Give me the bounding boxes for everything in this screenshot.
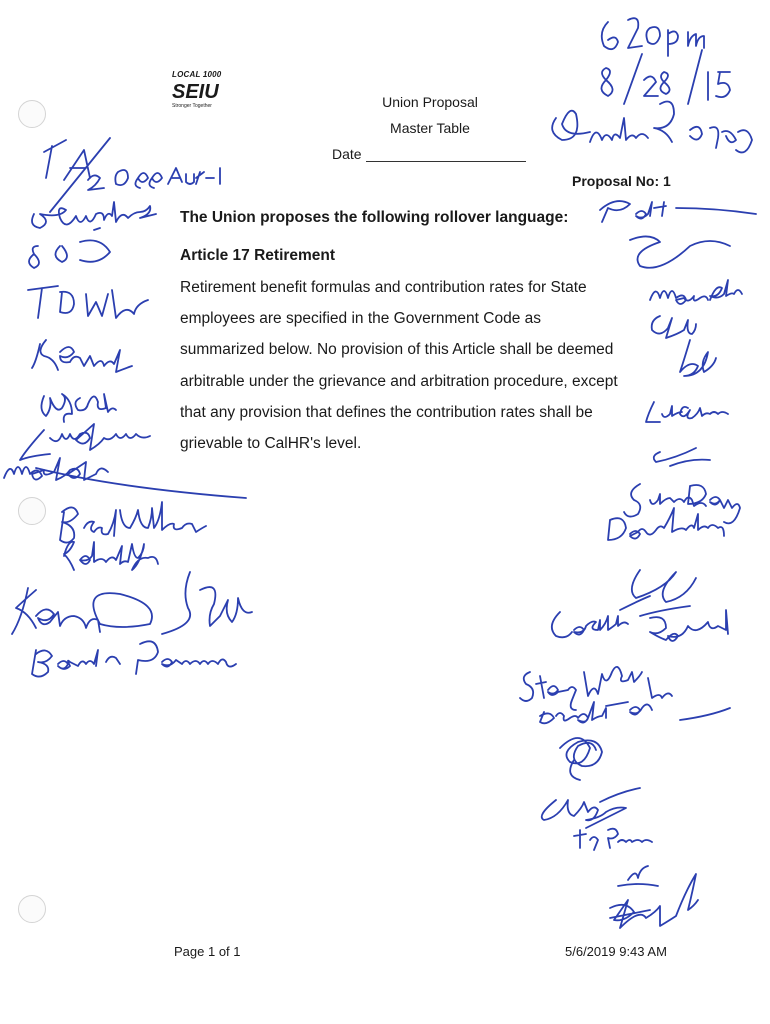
signature-bottom (610, 874, 698, 928)
signature-cecilia (552, 610, 728, 641)
signature-luc-garcia (646, 402, 728, 422)
signature-scrawl (630, 236, 730, 267)
signature-hs-robers (574, 829, 652, 850)
signature-initials (29, 228, 110, 268)
logo-mark: SEIU (172, 81, 219, 103)
signature-knot (560, 738, 602, 780)
signature-kristine-rodriguez (552, 102, 752, 153)
handwritten-ta-note (44, 138, 220, 212)
body-line: Retirement benefit formulas and contribution rates for State (180, 279, 587, 296)
signature-brad-wilder (60, 502, 206, 543)
signature-karen (12, 572, 252, 634)
body-line: employees are specified in the Government Code as (180, 310, 542, 327)
signature-luis-herrera (20, 424, 150, 460)
signature-walker (32, 202, 156, 228)
signature-tdw (28, 286, 148, 318)
signature-patti (600, 201, 756, 222)
signature-stacy-nguyen (520, 667, 672, 710)
signature-loop (654, 448, 710, 466)
header-title: Union Proposal (382, 94, 478, 110)
signature-mayne-pelito (650, 280, 742, 304)
signature-k-cawart (32, 340, 132, 372)
header-subtitle: Master Table (390, 120, 470, 136)
signature-cole (41, 394, 116, 422)
logo-local: LOCAL 1000 (172, 70, 222, 79)
lead-statement: The Union proposes the following rollover language: (180, 209, 569, 226)
signature-swoosh (632, 570, 696, 602)
body-line: summarized below. No provision of this Article shall be deemed (180, 341, 614, 358)
signature-n (618, 866, 658, 886)
article-title: Article 17 Retirement (180, 247, 336, 264)
handwritten-date (601, 50, 730, 104)
body-line: arbitrable under the grievance and arbitration procedure, except (180, 373, 618, 390)
signature-mad-peter (4, 458, 108, 480)
signature-brooke-pearman (32, 641, 236, 676)
date-label: Date (332, 146, 362, 162)
signature-susan-dewey (624, 484, 740, 523)
proposal-number: Proposal No: 1 (572, 173, 671, 189)
signature-slash (620, 596, 690, 616)
signature-g (652, 316, 696, 338)
body-line: that any provision that defines the contribution rates shall be (180, 404, 593, 421)
handwritten-time (602, 18, 704, 56)
page-number: Page 1 of 1 (174, 944, 241, 959)
signature-bg (680, 340, 716, 376)
signature-robert-vega (64, 542, 158, 570)
signature-ang (542, 788, 640, 828)
print-timestamp: 5/6/2019 9:43 AM (565, 944, 667, 959)
signature-arelia (540, 702, 730, 723)
logo-tagline: Stronger Together (172, 103, 212, 109)
body-line: grievable to CalHR's level. (180, 435, 362, 452)
